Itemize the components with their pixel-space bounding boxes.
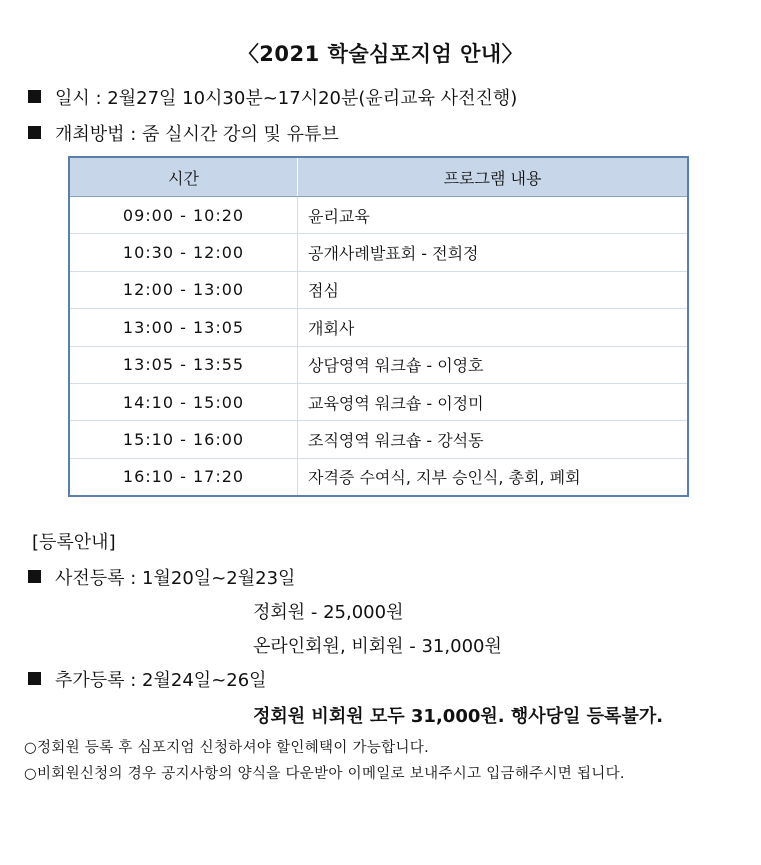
table-row [69, 309, 688, 346]
program-cell: 개회사 [298, 309, 689, 346]
page-title: 〈2021 학술심포지엄 안내〉 [237, 42, 524, 66]
program-cell: 윤리교육 [298, 197, 689, 234]
time-cell: 14:10 - 15:00 [69, 383, 298, 420]
time-cell: 15:10 - 16:00 [69, 421, 298, 458]
time-cell: 10:30 - 12:00 [69, 234, 298, 271]
square-bullet-icon [28, 126, 41, 139]
early-registration-text: 사전등록 : 1월20일~2월23일 [55, 568, 296, 589]
table-row [69, 234, 688, 271]
table-row [69, 421, 688, 458]
square-bullet-icon [28, 90, 41, 103]
square-bullet-icon [28, 672, 41, 685]
time-cell: 16:10 - 17:20 [69, 458, 298, 496]
member-discount-note: ○정회원 등록 후 심포지엄 신청하셔야 할인혜택이 가능합니다. [24, 740, 429, 756]
method-line [28, 120, 339, 146]
registration-heading: [등록안내] [32, 532, 116, 553]
schedule-table [68, 156, 689, 497]
header-time: 시간 [69, 157, 298, 197]
table-row [69, 346, 688, 383]
datetime-text: 일시 : 2월27일 10시30분~17시20분(윤리교육 사전진행) [55, 88, 518, 109]
header-program: 프로그램 내용 [298, 157, 689, 197]
square-bullet-icon [28, 570, 41, 583]
datetime-line [28, 84, 517, 110]
nonmember-note: ○비회원신청의 경우 공지사항의 양식을 다운받아 이메일로 보내주시고 입금해주시면 됩니다. [24, 766, 625, 782]
program-cell: 교육영역 워크숍 - 이정미 [298, 383, 689, 420]
program-cell: 공개사례발표회 - 전희정 [298, 234, 689, 271]
table-row [69, 458, 688, 496]
late-fee-note: 정회원 비회원 모두 31,000원. 행사당일 등록불가. [253, 706, 664, 727]
time-cell: 12:00 - 13:00 [69, 271, 298, 308]
method-text: 개최방법 : 줌 실시간 강의 및 유튜브 [55, 124, 339, 145]
late-registration-line [28, 666, 267, 692]
program-cell: 점심 [298, 271, 689, 308]
early-registration-line [28, 564, 295, 590]
program-cell: 조직영역 워크숍 - 강석동 [298, 421, 689, 458]
time-cell: 13:00 - 13:05 [69, 309, 298, 346]
program-cell: 자격증 수여식, 지부 승인식, 총회, 폐회 [308, 468, 581, 488]
table-row [69, 197, 688, 234]
table-row [69, 271, 688, 308]
time-cell: 09:00 - 10:20 [69, 197, 298, 234]
late-registration-text: 추가등록 : 2월24일~26일 [55, 670, 267, 691]
early-other-fee: 온라인회원, 비회원 - 31,000원 [253, 636, 502, 657]
program-cell: 상담영역 워크숍 - 이영호 [298, 346, 689, 383]
early-member-fee: 정회원 - 25,000원 [253, 602, 404, 623]
table-header-row [69, 157, 688, 197]
table-row [69, 383, 688, 420]
time-cell: 13:05 - 13:55 [69, 346, 298, 383]
